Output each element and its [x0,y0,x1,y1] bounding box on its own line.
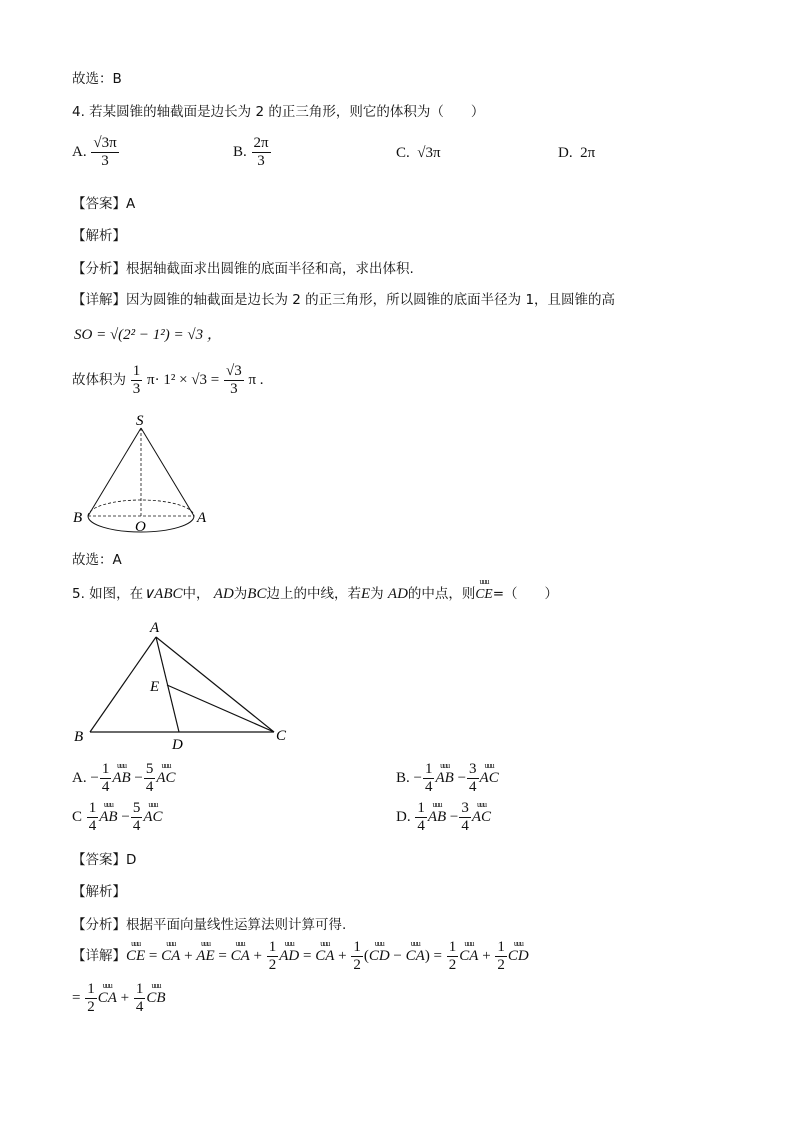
q5-option-c[interactable]: C $\frac{1}{4}$ uuu AB − $\frac{5}{4}$ uuu AC [72,801,162,834]
q4-option-b-fraction: $\frac{2\pi}{3}$ [253,135,269,169]
segment-ac [156,637,274,732]
q4-option-a-fraction: $\frac{√3\pi}{3}$ [93,135,117,169]
q5-stem: 5. 如图，在∨ABC中， AD为BC边上的中线，若E为 AD的中点，则uuu CE=（ ） [72,582,558,603]
q4-stem: 4. 若某圆锥的轴截面是边长为 2 的正三角形，则它的体积为（ ） [72,104,485,120]
segment-ce [167,685,274,732]
segment-ab [90,637,156,732]
q5-detail-line-1: 【详解】uuu CE = uuu CA + uuu AE = uuu CA + $\frac{1}{2}$ uuu AD = uuu CA + $\frac{1}{2}$ (uuu CD − uuu CA) = $\frac{1}{2}$ uuu CA + $\frac{1}{2}$ uuu CD [72,940,529,973]
tri-label-a: A [150,620,160,636]
q5-option-d[interactable]: D. $\frac{1}{4}$ uuu AB − $\frac{3}{4}$ uuu AC [396,801,491,834]
q4-volume-line: 故体积为 $\frac{1}{3}$ π· 1² × √3 = $\frac{√3}{3}$ π . [72,363,264,397]
cone-label-b: B [73,510,83,526]
q5-detail-line-2: = $\frac{1}{2}$ uuu CA + $\frac{1}{4}$ uuu CB [72,982,166,1015]
q4-option-b[interactable]: B. $\frac{2\pi}{3}$ [233,135,269,169]
cone-edge-sa [141,428,194,516]
tri-label-d: D [172,737,183,753]
cone-label-a: A [197,510,207,526]
q4-option-a[interactable]: A. $\frac{√3\pi}{3}$ [72,135,117,169]
q4-xiangjie: 【详解】因为圆锥的轴截面是边长为 2 的正三角形，所以圆锥的底面半径为 1，且圆锥的高 [72,292,616,308]
triangle-figure [66,615,306,755]
q4-option-c[interactable]: C. √3π [396,145,441,161]
tri-label-b: B [74,729,84,745]
q5-jiexi: 【解析】 [72,884,126,900]
cone-label-s: S [136,413,144,429]
q5-option-b[interactable]: B. − $\frac{1}{4}$ uuu AB − $\frac{3}{4}$ uuu AC [396,762,499,795]
q4-volume-frac-1: $\frac{1}{3}$ [132,363,141,397]
cone-label-o: O [135,519,146,535]
q4-volume-frac-2: $\frac{√3}{3}$ [225,363,242,397]
tri-label-c: C [276,728,287,744]
prev-choice: 故选：B [72,71,122,87]
q5-option-a[interactable]: A. − $\frac{1}{4}$ uuu AB − $\frac{5}{4}$ uuu AC [72,762,176,795]
q4-so-equation: SO = √(2² − 1²) = √3 ， [74,327,222,343]
q4-jiexi: 【解析】 [72,228,126,244]
q5-answer: 【答案】D [72,852,137,868]
q4-answer: 【答案】A [72,196,136,212]
q4-option-d[interactable]: D. 2π [558,145,596,161]
q4-choice: 故选：A [72,552,122,568]
segment-ad [156,637,179,732]
q5-fenxi: 【分析】根据平面向量线性运算法则计算可得. [72,917,347,933]
tri-label-e: E [150,679,160,695]
cone-edge-sb [88,428,141,516]
cone-figure [60,410,230,540]
q4-fenxi: 【分析】根据轴截面求出圆锥的底面半径和高，求出体积. [72,261,414,277]
